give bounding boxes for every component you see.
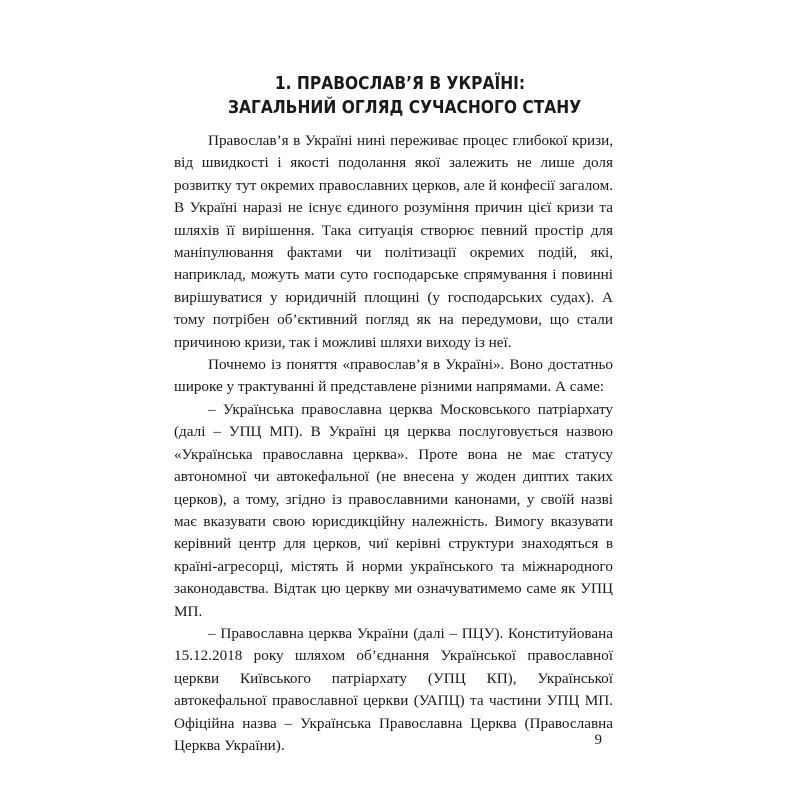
body-text xyxy=(174,130,613,757)
paragraph-upc-mp: – Українська православна церква Московського патріархату (далі – УПЦ МП). В Україні ця церква послуговується назвою «Українська православна церква». Проте вона не має статусу автономної чи автокефальної (не внесена у жоден диптих таких церков), а тому, згідно із православними канонами, у своїй назві має вказувати свою юрисдикційну належність. Вимогу вказувати керівний центр для церков, чиї керівні структури знаходяться в країні-агресорці, містять й норми українського та міжнародного законодавства. Відтак цю церкву ми означуватимемо саме як УПЦ МП. xyxy=(174,400,613,620)
chapter-heading xyxy=(228,72,582,120)
heading-line-1: 1. ПРАВОСЛАВ’Я В УКРАЇНІ: xyxy=(274,73,526,94)
page-number: 9 xyxy=(594,732,602,748)
paragraph-concept: Почнемо із поняття «православ’я в Україні». Воно достатньо широке у трактуванні й представлене різними напрямами. А саме: xyxy=(174,356,613,396)
paragraph-ocu: – Православна церква України (далі – ПЦУ). Конституйована 15.12.2018 року шляхом об’єднання Української православної церкви Київського патріархату (УПЦ КП), Української автокефальної православної церкви (УАПЦ) та частини УПЦ МП. Офіційна назва – Українська Православна Церква (Православна Церква України). xyxy=(174,624,613,754)
heading-line-2: ЗАГАЛЬНИЙ ОГЛЯД СУЧАСНОГО СТАНУ xyxy=(228,97,582,118)
paragraph-intro: Православ’я в Україні нині переживає процес глибокої кризи, від швидкості і якості подолання якої залежить не лише доля розвитку тут окремих православних церков, але й конфесії загалом. В Україні наразі не існує єдиного розуміння причин цієї кризи та шляхів її вирішення. Така ситуація створює певний простір для маніпулювання фактами чи політизації окремих подій, які, наприклад, можуть мати суто господарське спрямування і повинні вирішуватися у юридичній площині (у господарських судах). А тому потрібен об’єктивний погляд як на передумови, що стали причиною кризи, так і можливі шляхи виходу із неї. xyxy=(174,132,613,351)
